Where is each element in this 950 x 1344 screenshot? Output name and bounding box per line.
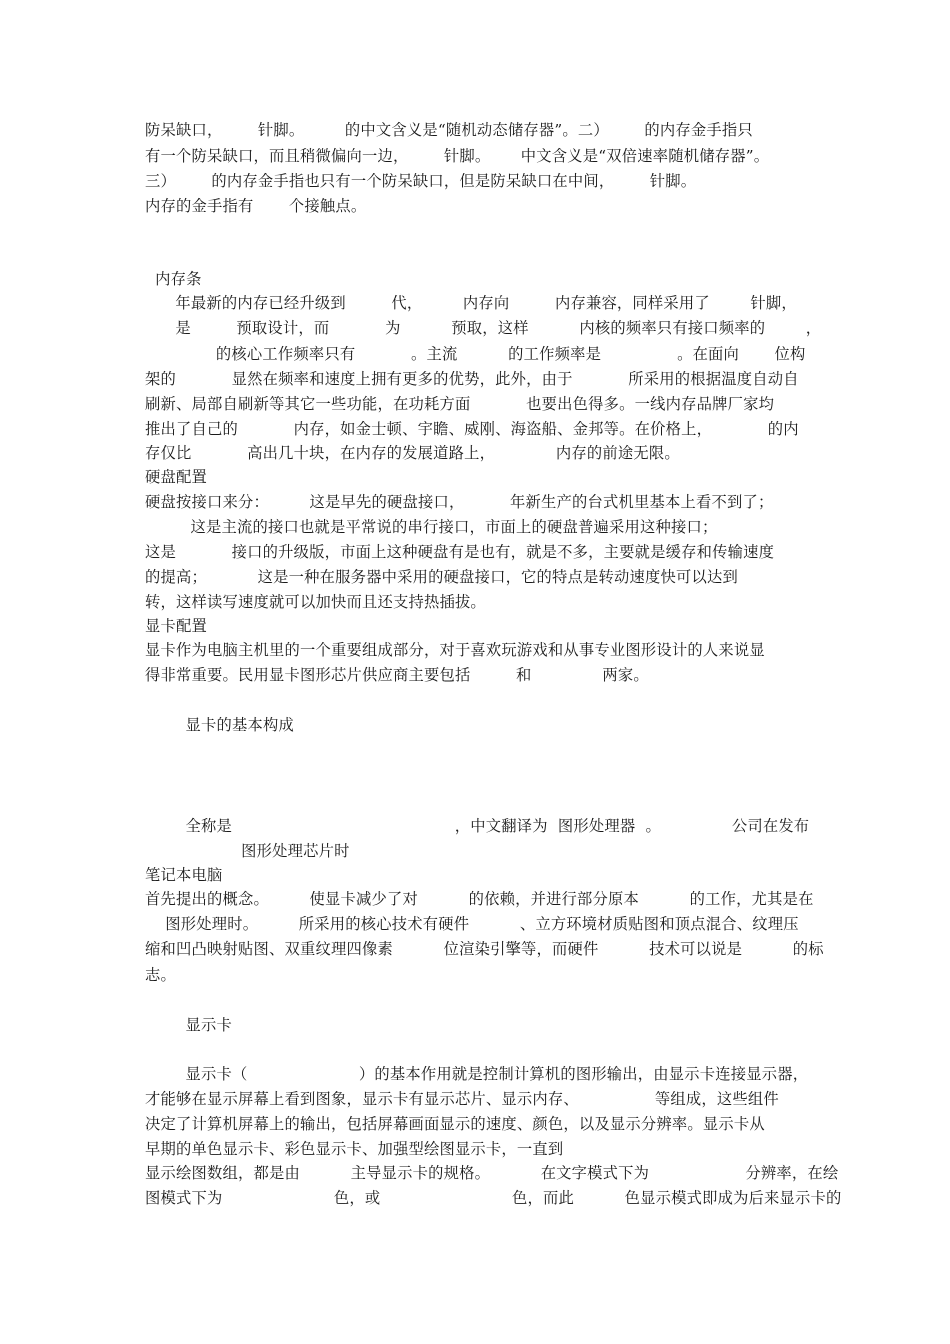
text-line: 显卡作为电脑主机里的一个重要组成部分，对于喜欢玩游戏和从事专业图形设计的人来说显: [145, 641, 765, 659]
text-line: 决定了计算机屏幕上的输出，包括屏幕画面显示的速度、颜色，以及显示分辨率。显示卡从: [145, 1115, 765, 1133]
text-line: 笔记本电脑: [145, 866, 223, 884]
text-line: 缩和凹凸映射贴图、双重纹理四像素 位渲染引擎等，而硬件 技术可以说是 的标: [145, 940, 824, 958]
text-line: 这是 接口的升级版，市面上这种硬盘有是也有，就是不多，主要就是缓存和传输速度: [145, 543, 775, 561]
text-line: 存仅比 高出几十块，在内存的发展道路上， 内存的前途无限。: [145, 444, 680, 462]
text-line: 三） 的内存金手指也只有一个防呆缺口，但是防呆缺口在中间， 针脚。: [145, 172, 697, 190]
section-heading: 显示卡: [145, 1016, 232, 1034]
section-heading: 显卡配置: [145, 617, 207, 635]
text-line: 架的 显然在频率和速度上拥有更多的优势，此外，由于 所采用的根据温度自动自: [145, 370, 799, 388]
text-line: 这是主流的接口也就是平常说的串行接口，市面上的硬盘普遍采用这种接口；: [145, 518, 718, 536]
text-line: 转，这样读写速度就可以加快而且还支持热插拔。: [145, 593, 486, 611]
text-line: 刷新、局部自刷新等其它一些功能，在功耗方面 也要出色得多。一线内存品牌厂家均: [145, 395, 775, 413]
text-line: 才能够在显示屏幕上看到图象，显示卡有显示芯片、显示内存、 等组成，这些组件: [145, 1090, 779, 1108]
text-line: 图模式下为 色，或 色，而此 色显示模式即成为后来显示卡的: [145, 1189, 842, 1207]
text-line: 显示卡（ ）的基本作用就是控制计算机的图形输出，由显示卡连接显示器，: [145, 1065, 809, 1083]
text-line: 图形处理时。 所采用的核心技术有硬件 、立方环境材质贴图和顶点混合、纹理压: [145, 915, 799, 933]
text-line: 有一个防呆缺口，而且稍微偏向一边， 针脚。 中文含义是“双倍速率随机储存器”。: [145, 147, 770, 165]
text-line: 的核心工作频率只有 。主流 的工作频率是 。在面向 位构: [145, 345, 806, 363]
text-line: 首先提出的概念。 使显卡减少了对 的依赖，并进行部分原本 的工作，尤其是在: [145, 890, 814, 908]
text-line: 年最新的内存已经升级到 代， 内存向 内存兼容，同样采用了 针脚，: [145, 294, 797, 312]
text-line: 得非常重要。民用显卡图形芯片供应商主要包括 和 两家。: [145, 666, 649, 684]
text-line: 防呆缺口， 针脚。 的中文含义是“随机动态储存器”。二） 的内存金手指只: [145, 121, 753, 139]
section-heading: 硬盘配置: [145, 468, 207, 486]
text-line: 内存的金手指有 个接触点。: [145, 197, 367, 215]
section-heading: 内存条: [145, 270, 202, 288]
text-line: 全称是 ，中文翻译为 图形处理器 。 公司在发布: [145, 817, 810, 835]
section-heading: 显卡的基本构成: [145, 716, 294, 734]
text-line: 是 预取设计，而 为 预取，这样 内核的频率只有接口频率的 ，: [145, 319, 822, 337]
text-line: 硬盘按接口来分： 这是早先的硬盘接口， 年新生产的台式机里基本上看不到了；: [145, 493, 774, 511]
text-line: 早期的单色显示卡、彩色显示卡、加强型绘图显示卡，一直到: [145, 1140, 564, 1158]
text-line: 的提高； 这是一种在服务器中采用的硬盘接口，它的特点是转动速度快可以达到: [145, 568, 739, 586]
text-line: 志。: [145, 966, 176, 984]
text-line: 图形处理芯片时: [145, 842, 350, 860]
text-line: 推出了自己的 内存，如金士顿、宇瞻、威刚、海盗船、金邦等。在价格上， 的内: [145, 420, 799, 438]
text-line: 显示绘图数组，都是由 主导显示卡的规格。 在文字模式下为 分辨率，在绘: [145, 1164, 839, 1182]
